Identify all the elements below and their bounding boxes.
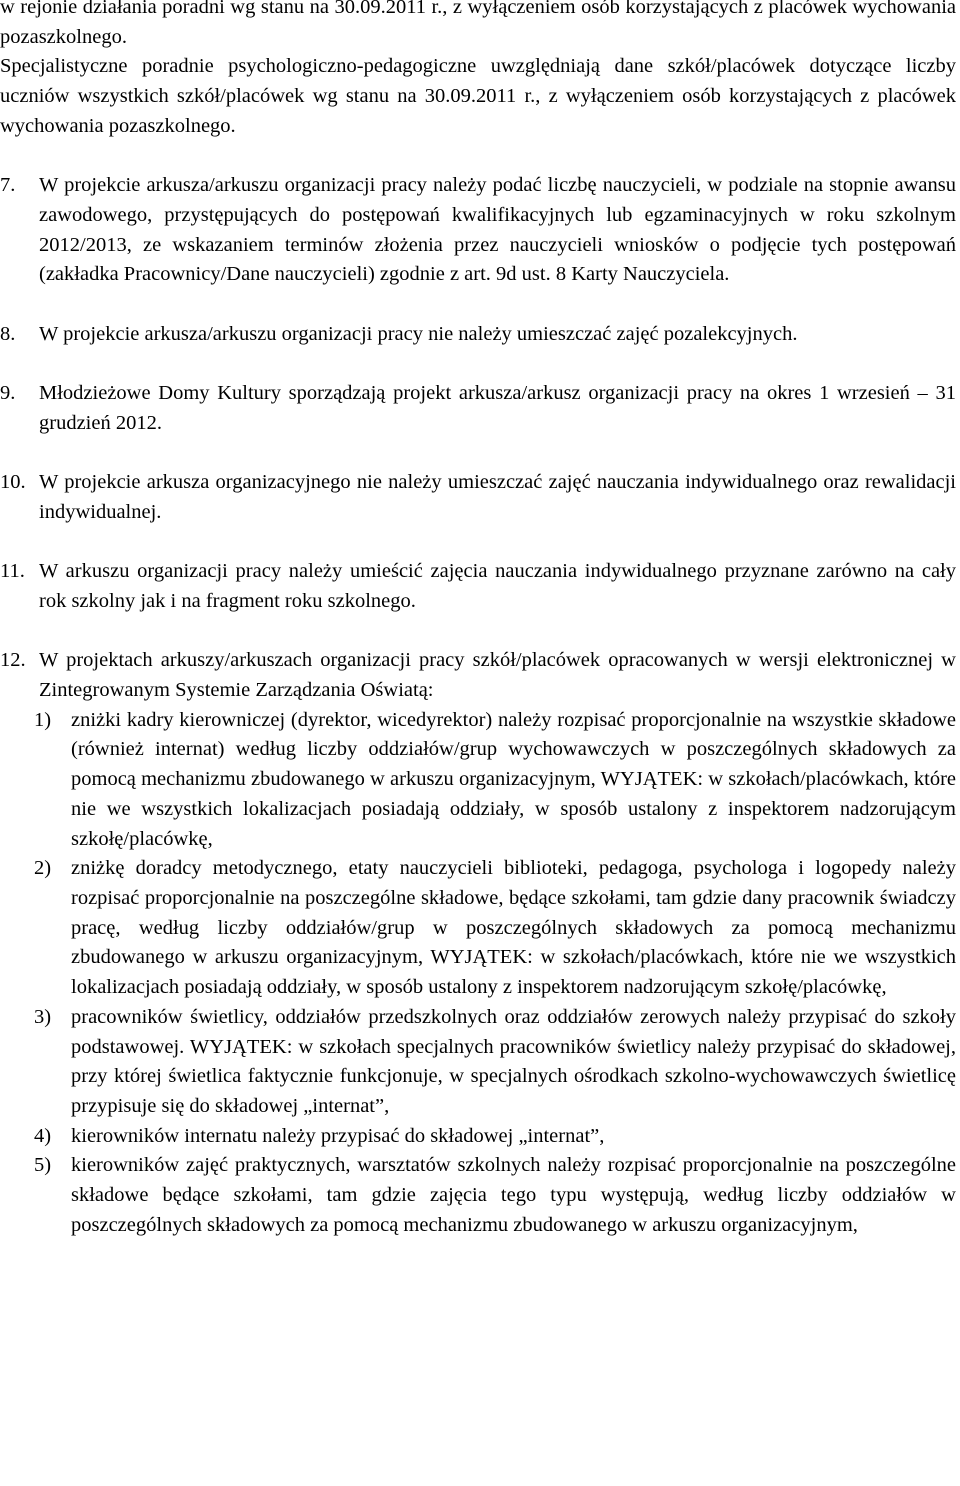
sub-item-number: 1): [34, 708, 52, 731]
intro-text-2: Specjalistyczne poradnie psychologiczno-pedagogiczne uwzględniają dane szkół/placówek dotyczące liczby uczniów wszystkich szkół/placówek wg stanu na 30.09.2011 r., z wyłączeniem osób korzystających z placówek wychowania pozaszkolnego.: [0, 55, 956, 137]
intro-paragraph-1: [0, 0, 956, 52]
list-item-10: [0, 468, 956, 527]
item-number: 10.: [0, 471, 26, 494]
sub-item-5: [0, 1151, 956, 1240]
sub-item-number: 4): [34, 1124, 52, 1147]
sub-item-1: [0, 706, 956, 855]
list-item-9: [0, 379, 956, 438]
sub-item-3: [0, 1003, 956, 1122]
list-item-7: [0, 171, 956, 290]
item-number: 11.: [0, 560, 25, 583]
item-text: W arkuszu organizacji pracy należy umieścić zajęcia nauczania indywidualnego przyznane zarówno na cały rok szkolny jak i na fragment roku szkolnego.: [39, 560, 956, 612]
list-item-8: [0, 320, 956, 350]
item-text: W projekcie arkusza organizacyjnego nie należy umieszczać zajęć nauczania indywidualnego oraz rewalidacji indywidualnej.: [39, 471, 956, 523]
item-text: W projekcie arkusza/arkuszu organizacji pracy nie należy umieszczać zajęć pozalekcyjnych.: [39, 322, 798, 345]
item-number: 8.: [0, 322, 16, 345]
sub-item-text: pracowników świetlicy, oddziałów przedszkolnych oraz oddziałów zerowych należy przypisać do szkoły podstawowej. WYJĄTEK: w szkołach specjalnych pracowników świetlicy należy przypisać do składowej, przy której świetlica faktycznie funkcjonuje, w specjalnych ośrodkach szkolno-wychowawczych świetlicę przypisuje się do składowej „internat”,: [71, 1005, 956, 1117]
sub-item-number: 5): [34, 1154, 52, 1177]
sub-item-text: zniżkę doradcy metodycznego, etaty nauczycieli biblioteki, pedagoga, psychologa i logopedy należy rozpisać proporcjonalnie na poszczególne składowe, będące szkołami, tam gdzie dany pracownik świadczy pracę, według liczby oddziałów/grup w poszczególnych składowych za pomocą mechanizmu zbudowanego w arkuszu organizacyjnym, WYJĄTEK: w szkołach/placówkach, które nie we wszystkich lokalizacjach posiadają oddziały, w sposób ustalony z inspektorem nadzorującym szkołę/placówkę,: [71, 857, 956, 999]
item-text: Młodzieżowe Domy Kultury sporządzają projekt arkusza/arkusz organizacji pracy na okres 1 wrzesień – 31 grudzień 2012.: [39, 382, 956, 434]
item-number: 7.: [0, 174, 16, 197]
intro-text-1: w rejonie działania poradni wg stanu na 30.09.2011 r., z wyłączeniem osób korzystających z placówek wychowania pozaszkolnego.: [0, 0, 956, 48]
sub-item-2: [0, 854, 956, 1003]
sub-item-text: zniżki kadry kierowniczej (dyrektor, wicedyrektor) należy rozpisać proporcjonalnie na wszystkie składowe (również internat) według liczby oddziałów/grup wychowawczych w poszczególnych składowych za pomocą mechanizmu zbudowanego w arkuszu organizacyjnym, WYJĄTEK: w szkołach/placówkach, które nie we wszystkich lokalizacjach posiadają oddziały, w sposób ustalony z inspektorem nadzorującym szkołę/placówkę,: [71, 708, 956, 850]
sub-item-text: kierowników internatu należy przypisać do składowej „internat”,: [71, 1124, 605, 1147]
sub-item-number: 2): [34, 857, 52, 880]
sub-item-number: 3): [34, 1005, 52, 1028]
item-number: 9.: [0, 382, 16, 405]
list-item-11: [0, 557, 956, 616]
sub-item-4: [0, 1122, 956, 1152]
sub-item-text: kierowników zajęć praktycznych, warsztatów szkolnych należy rozpisać proporcjonalnie na poszczególne składowe będące szkołami, tam gdzie zajęcia tego typu występują, według liczby oddziałów w poszczególnych składowych za pomocą mechanizmu zbudowanego w arkuszu organizacyjnym,: [71, 1154, 956, 1236]
item-text: W projektach arkuszy/arkuszach organizacji pracy szkół/placówek opracowanych w wersji elektronicznej w Zintegrowanym Systemie Zarządzania Oświatą:: [39, 649, 956, 702]
intro-paragraph-2: [0, 52, 956, 141]
list-item-12: [0, 646, 956, 705]
item-text: W projekcie arkusza/arkuszu organizacji pracy należy podać liczbę nauczycieli, w podziale na stopnie awansu zawodowego, przystępujących do postępowań kwalifikacyjnych lub egzaminacyjnych w roku szkolnym 2012/2013, ze wskazaniem terminów złożenia przez nauczycieli wniosków o podjęcie tych postępowań (zakładka Pracownicy/Dane nauczycieli) zgodnie z art. 9d ust. 8 Karty Nauczyciela.: [39, 174, 956, 286]
item-number: 12.: [0, 649, 26, 672]
